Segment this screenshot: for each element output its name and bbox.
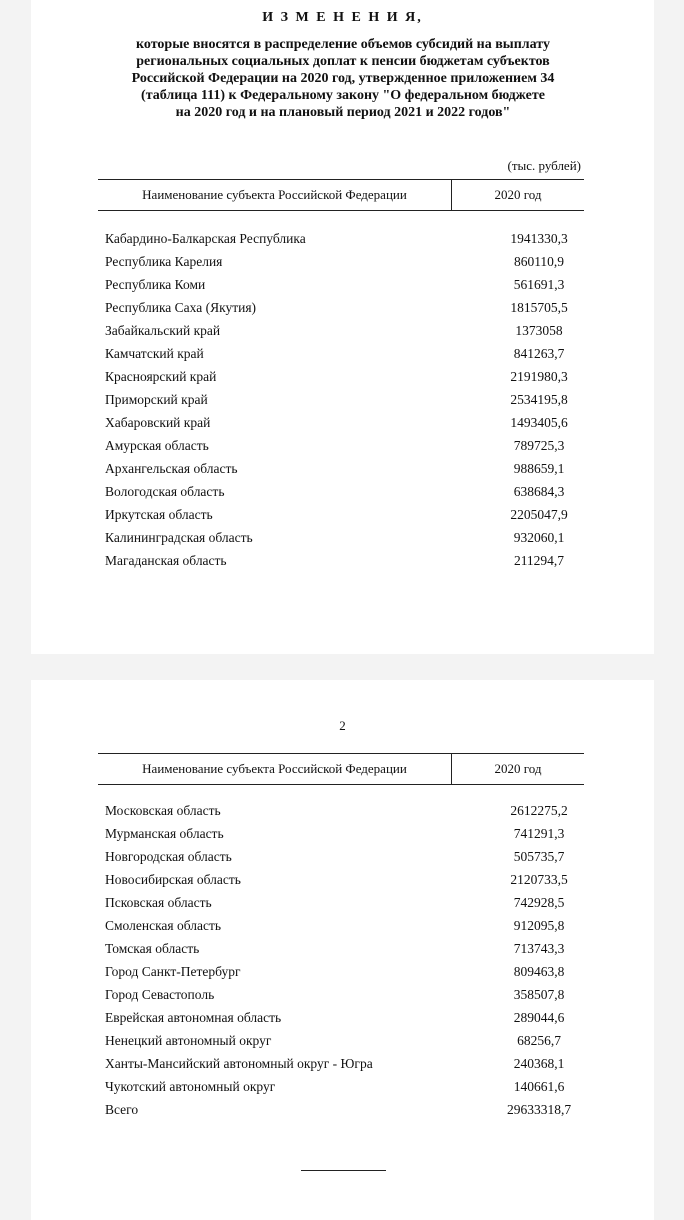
- subsidy-value: 932060,1: [513, 530, 565, 545]
- table-body: [105, 227, 584, 572]
- table-row: [105, 457, 584, 480]
- table-body: [105, 799, 584, 1121]
- table-row: [105, 365, 584, 388]
- subsidy-value: 860110,9: [513, 254, 565, 269]
- document-title: И З М Е Н Е Н И Я,: [262, 10, 423, 25]
- region-name: Архангельская область: [105, 461, 238, 476]
- region-name: Всего: [105, 1102, 139, 1117]
- region-name: Хабаровский край: [105, 415, 211, 430]
- region-name: Ханты-Мансийский автономный округ - Югра: [105, 1056, 373, 1071]
- subsidy-value: 2534195,8: [510, 392, 568, 407]
- region-name: Кабардино-Балкарская Республика: [105, 231, 306, 246]
- table-row: [105, 891, 584, 914]
- column-header-name: Наименование субъекта Российской Федерации: [98, 754, 452, 784]
- subsidy-value: 2191980,3: [510, 369, 568, 384]
- column-header-year: 2020 год: [494, 761, 542, 776]
- table-row: [105, 526, 584, 549]
- units-label: (тыс. рублей): [507, 158, 581, 173]
- document-page-1: [31, 0, 654, 654]
- subsidy-value: 713743,3: [513, 941, 565, 956]
- table-row: [105, 549, 584, 572]
- subsidy-value: 505735,7: [513, 849, 565, 864]
- table-header: [98, 179, 584, 211]
- region-name: Камчатский край: [105, 346, 204, 361]
- table-row: [105, 914, 584, 937]
- region-name: Псковская область: [105, 895, 212, 910]
- table-row: [105, 983, 584, 1006]
- subsidy-value: 638684,3: [513, 484, 565, 499]
- region-name: Красноярский край: [105, 369, 217, 384]
- table-row: [105, 1006, 584, 1029]
- region-name: Чукотский автономный округ: [105, 1079, 276, 1094]
- region-name: Новосибирская область: [105, 872, 241, 887]
- region-name: Новгородская область: [105, 849, 232, 864]
- region-name: Город Санкт-Петербург: [105, 964, 241, 979]
- table-row: [105, 319, 584, 342]
- region-name: Приморский край: [105, 392, 208, 407]
- subsidy-value: 561691,3: [513, 277, 565, 292]
- table-row: [105, 273, 584, 296]
- region-name: Томская область: [105, 941, 200, 956]
- subsidy-value: 741291,3: [513, 826, 565, 841]
- region-name: Смоленская область: [105, 918, 222, 933]
- column-header-name: Наименование субъекта Российской Федерации: [98, 180, 452, 210]
- table-row: [105, 434, 584, 457]
- region-name: Калининградская область: [105, 530, 253, 545]
- region-name: Ненецкий автономный округ: [105, 1033, 272, 1048]
- table-row: [105, 1098, 584, 1121]
- document-page-2: [31, 680, 654, 1220]
- table-row: [105, 503, 584, 526]
- table-row: [105, 799, 584, 822]
- subsidy-value: 988659,1: [513, 461, 565, 476]
- subsidy-value: 240368,1: [513, 1056, 565, 1071]
- table-row: [105, 845, 584, 868]
- table-row: [105, 296, 584, 319]
- subsidy-value: 2612275,2: [510, 803, 568, 818]
- subsidy-value: 2120733,5: [510, 872, 568, 887]
- table-row: [105, 250, 584, 273]
- subsidy-value: 912095,8: [513, 918, 565, 933]
- subsidy-value: 841263,7: [513, 346, 565, 361]
- subsidy-value: 29633318,7: [506, 1102, 572, 1117]
- table-row: [105, 960, 584, 983]
- subsidy-value: 742928,5: [513, 895, 565, 910]
- region-name: Город Севастополь: [105, 987, 215, 1002]
- region-name: Московская область: [105, 803, 221, 818]
- table-header: [98, 753, 584, 785]
- table-row: [105, 1075, 584, 1098]
- region-name: Мурманская область: [105, 826, 224, 841]
- subtitle-line: (таблица 111) к Федеральному закону "О федеральном бюджете: [141, 88, 545, 103]
- table-row: [105, 1052, 584, 1075]
- table-row: [105, 342, 584, 365]
- subtitle-line: которые вносятся в распределение объемов субсидий на выплату: [136, 37, 550, 52]
- subsidy-value: 68256,7: [517, 1033, 561, 1048]
- region-name: Республика Карелия: [105, 254, 223, 269]
- region-name: Вологодская область: [105, 484, 225, 499]
- region-name: Иркутская область: [105, 507, 213, 522]
- column-header-year: 2020 год: [494, 187, 542, 202]
- subsidy-value: 140661,6: [513, 1079, 565, 1094]
- subsidy-value: 1373058: [515, 323, 563, 338]
- subtitle-line: региональных социальных доплат к пенсии бюджетам субъектов: [136, 54, 550, 69]
- region-name: Забайкальский край: [105, 323, 221, 338]
- table-row: [105, 1029, 584, 1052]
- table-row: [105, 388, 584, 411]
- region-name: Республика Коми: [105, 277, 206, 292]
- subsidy-value: 1815705,5: [510, 300, 568, 315]
- subsidy-value: 2205047,9: [510, 507, 568, 522]
- subsidy-value: 211294,7: [513, 553, 565, 568]
- end-divider: [301, 1170, 386, 1171]
- region-name: Еврейская автономная область: [105, 1010, 282, 1025]
- table-row: [105, 227, 584, 250]
- table-row: [105, 411, 584, 434]
- region-name: Амурская область: [105, 438, 209, 453]
- table-row: [105, 822, 584, 845]
- table-row: [105, 480, 584, 503]
- subsidy-value: 809463,8: [513, 964, 565, 979]
- subsidy-value: 358507,8: [513, 987, 565, 1002]
- region-name: Республика Саха (Якутия): [105, 300, 257, 315]
- subsidy-value: 1493405,6: [510, 415, 568, 430]
- document-subtitle: [101, 36, 585, 121]
- table-row: [105, 937, 584, 960]
- subsidy-value: 289044,6: [513, 1010, 565, 1025]
- table-row: [105, 868, 584, 891]
- region-name: Магаданская область: [105, 553, 227, 568]
- subsidy-value: 1941330,3: [510, 231, 568, 246]
- subtitle-line: Российской Федерации на 2020 год, утвержденное приложением 34: [131, 71, 555, 86]
- subsidy-value: 789725,3: [513, 438, 565, 453]
- subtitle-line: на 2020 год и на плановый период 2021 и 2022 годов": [175, 105, 511, 120]
- page-number: 2: [339, 718, 346, 733]
